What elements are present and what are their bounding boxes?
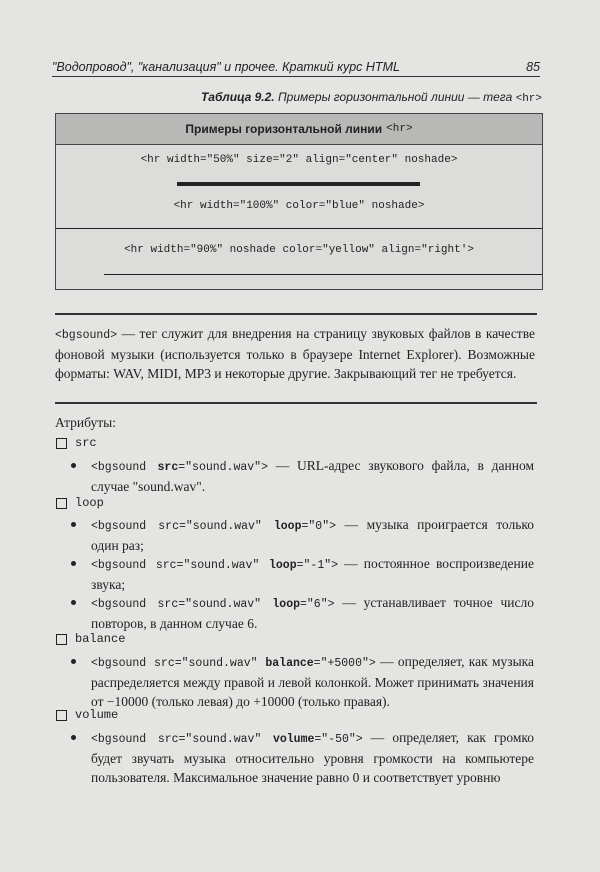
code-attr: balance bbox=[265, 657, 314, 670]
code-pre: <bgsound bbox=[91, 461, 158, 474]
checkbox-icon bbox=[56, 498, 67, 509]
list-item bbox=[72, 515, 534, 555]
code-pre: <bgsound src="sound.wav" bbox=[91, 559, 269, 572]
code-post: ="+5000"> bbox=[313, 657, 376, 670]
table-header bbox=[56, 114, 542, 145]
list-item bbox=[72, 593, 534, 633]
item-text: — устанавливает точное число повторов, в данном случае 6. bbox=[91, 595, 535, 631]
attribute-balance bbox=[56, 632, 125, 646]
table-header-tag: <hr> bbox=[386, 123, 413, 135]
code-attr: volume bbox=[272, 733, 315, 746]
code-post: ="sound.wav"> bbox=[178, 461, 268, 474]
item-text: — определяет, как музыка распределяется между правой и левой колонкой. Может принимать значения от −10000 (только левая) до +10000 (только правая). bbox=[91, 654, 534, 709]
list-item bbox=[72, 554, 534, 594]
caption-text: Примеры горизонтальной линии — тега bbox=[277, 90, 513, 104]
code-pre: <bgsound src="sound.wav" bbox=[91, 598, 273, 611]
code-attr: loop bbox=[269, 559, 297, 572]
code-attr: loop bbox=[273, 520, 302, 533]
list-item bbox=[72, 652, 534, 711]
attribute-name: balance bbox=[75, 632, 126, 646]
table-caption bbox=[201, 90, 542, 105]
table-row-3: <hr width="90%" noshade color="yellow" align="right'> bbox=[124, 244, 474, 256]
running-header bbox=[52, 60, 540, 77]
code-pre: <bgsound src="sound.wav" bbox=[91, 520, 274, 533]
checkbox-icon bbox=[56, 634, 67, 645]
attribute-volume bbox=[56, 708, 118, 722]
bullet-icon bbox=[71, 600, 76, 605]
bullet-icon bbox=[71, 561, 76, 566]
bullet-icon bbox=[71, 659, 76, 664]
divider-bottom bbox=[55, 402, 537, 404]
page-number: 85 bbox=[526, 60, 540, 74]
divider-top bbox=[55, 313, 537, 315]
code-post: ="0"> bbox=[301, 520, 336, 533]
code-post: ="-1"> bbox=[296, 559, 339, 572]
bullet-icon bbox=[71, 522, 76, 527]
hr-example-2 bbox=[56, 228, 542, 229]
intro-tag: <bgsound> bbox=[55, 329, 118, 342]
bullet-icon bbox=[71, 735, 76, 740]
code-pre: <bgsound src="sound.wav" bbox=[91, 657, 266, 670]
header-title: "Водопровод", "канализация" и прочее. Краткий курс HTML bbox=[52, 60, 400, 74]
attribute-src bbox=[56, 436, 97, 450]
attribute-name: volume bbox=[75, 708, 119, 722]
checkbox-icon bbox=[56, 438, 67, 449]
attribute-name: src bbox=[75, 436, 97, 450]
intro-paragraph bbox=[55, 324, 535, 383]
table-header-text: Примеры горизонтальной линии bbox=[185, 122, 383, 136]
bullet-icon bbox=[71, 463, 76, 468]
table-row-1: <hr width="50%" size="2" align="center" noshade> bbox=[140, 154, 458, 166]
code-post: ="6"> bbox=[300, 598, 335, 611]
code-attr: loop bbox=[272, 598, 300, 611]
code-attr: src bbox=[157, 461, 179, 474]
list-item bbox=[72, 456, 534, 496]
checkbox-icon bbox=[56, 710, 67, 721]
caption-tag: <hr> bbox=[515, 93, 542, 105]
hr-example-3 bbox=[104, 274, 542, 275]
examples-table bbox=[55, 113, 543, 290]
code-post: ="-50"> bbox=[314, 733, 363, 746]
list-item bbox=[72, 728, 534, 787]
attribute-loop bbox=[56, 496, 104, 510]
code-pre: <bgsound src="sound.wav" bbox=[91, 733, 273, 746]
attributes-label: Атрибуты: bbox=[55, 415, 116, 430]
table-row-2: <hr width="100%" color="blue" noshade> bbox=[173, 200, 425, 212]
item-text: — музыка проиграется только один раз; bbox=[91, 517, 535, 553]
intro-text: — тег служит для внедрения на страницу звуковых файлов в качестве фоновой музыки (используется только в браузере Internet Explorer). Возможные форматы: WAV, MIDI, MP3 и некоторые другие. Закрывающий тег не требуется. bbox=[55, 326, 535, 381]
hr-example-1 bbox=[177, 182, 420, 186]
caption-label: Таблица 9.2. bbox=[200, 90, 275, 104]
item-text: — постоянное воспроизведение звука; bbox=[91, 556, 534, 592]
item-text: — определяет, как громко будет звучать музыка относительно уровня громкости на компьютере пользователя. Максимальное значение равно 0 и соответствует уровню bbox=[91, 730, 535, 785]
item-text: — URL-адрес звукового файла, в данном случае "sound.wav". bbox=[91, 458, 534, 494]
attribute-name: loop bbox=[75, 496, 104, 510]
